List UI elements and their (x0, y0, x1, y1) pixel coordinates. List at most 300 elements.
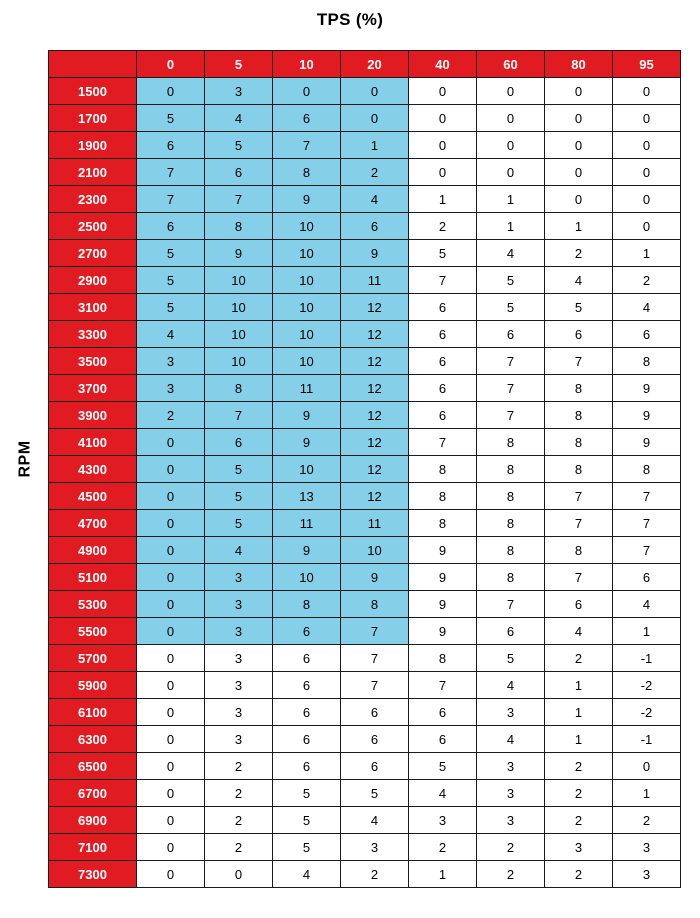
table-cell: 7 (137, 186, 205, 213)
table-cell: 6 (273, 105, 341, 132)
table-row (49, 294, 681, 321)
table-cell: 8 (477, 564, 545, 591)
table-cell: 10 (205, 267, 273, 294)
table-cell: 4 (205, 537, 273, 564)
table-cell: 4 (477, 672, 545, 699)
table-cell: 7 (273, 132, 341, 159)
table-cell: 4 (545, 618, 613, 645)
table-cell: 12 (341, 321, 409, 348)
table-cell: 7 (409, 672, 477, 699)
table-cell: 8 (205, 213, 273, 240)
table-row (49, 591, 681, 618)
table-cell: 11 (341, 510, 409, 537)
table-cell: 10 (341, 537, 409, 564)
table-row (49, 132, 681, 159)
table-cell: 4 (613, 294, 681, 321)
table-cell: 1 (409, 861, 477, 888)
table-cell: 2 (477, 861, 545, 888)
table-cell: 8 (409, 645, 477, 672)
row-header-rpm: 4700 (49, 510, 137, 537)
table-cell: 3 (205, 618, 273, 645)
table-cell: 5 (273, 807, 341, 834)
row-header-rpm: 6300 (49, 726, 137, 753)
table-cell: 12 (341, 402, 409, 429)
table-row (49, 240, 681, 267)
table-cell: 2 (205, 780, 273, 807)
table-cell: 2 (545, 807, 613, 834)
table-cell: 0 (477, 159, 545, 186)
column-header-2: 10 (273, 51, 341, 78)
table-cell: 2 (205, 753, 273, 780)
table-cell: 8 (477, 483, 545, 510)
table-cell: 0 (341, 78, 409, 105)
table-cell: 1 (613, 618, 681, 645)
table-cell: 1 (409, 186, 477, 213)
table-cell: 0 (137, 564, 205, 591)
table-cell: 6 (205, 159, 273, 186)
table-cell: 9 (341, 240, 409, 267)
table-cell: 4 (477, 240, 545, 267)
table-cell: 3 (205, 78, 273, 105)
table-cell: 6 (341, 753, 409, 780)
table-cell: 2 (409, 213, 477, 240)
table-cell: 6 (273, 726, 341, 753)
data-table-container (48, 50, 681, 888)
table-row (49, 672, 681, 699)
table-cell: 10 (273, 564, 341, 591)
page-title: TPS (%) (316, 10, 384, 29)
table-row (49, 267, 681, 294)
table-row (49, 348, 681, 375)
table-cell: 5 (205, 456, 273, 483)
table-cell: 12 (341, 348, 409, 375)
table-cell: 2 (545, 861, 613, 888)
row-header-rpm: 2100 (49, 159, 137, 186)
row-header-rpm: 4500 (49, 483, 137, 510)
table-cell: 10 (273, 456, 341, 483)
column-header-5: 60 (477, 51, 545, 78)
table-cell: 8 (341, 591, 409, 618)
row-header-rpm: 5900 (49, 672, 137, 699)
table-cell: 2 (409, 834, 477, 861)
table-cell: 7 (545, 510, 613, 537)
table-row (49, 618, 681, 645)
table-cell: 0 (613, 753, 681, 780)
table-row (49, 807, 681, 834)
table-cell: 5 (137, 294, 205, 321)
table-cell: 3 (477, 699, 545, 726)
table-cell: 1 (477, 186, 545, 213)
row-header-rpm: 4100 (49, 429, 137, 456)
table-cell: 7 (545, 483, 613, 510)
table-cell: 3 (613, 861, 681, 888)
table-cell: 10 (205, 348, 273, 375)
table-cell: 3 (409, 807, 477, 834)
table-cell: 11 (341, 267, 409, 294)
table-cell: 5 (137, 267, 205, 294)
table-cell: 9 (273, 402, 341, 429)
table-cell: 0 (545, 105, 613, 132)
table-cell: 4 (613, 591, 681, 618)
row-header-rpm: 3100 (49, 294, 137, 321)
table-cell: 9 (613, 402, 681, 429)
table-cell: 6 (477, 618, 545, 645)
table-cell: 3 (205, 591, 273, 618)
table-cell: 8 (409, 456, 477, 483)
table-cell: 6 (409, 726, 477, 753)
table-row (49, 213, 681, 240)
table-row (49, 537, 681, 564)
row-header-rpm: 6500 (49, 753, 137, 780)
table-cell: 7 (545, 348, 613, 375)
column-header-0: 0 (137, 51, 205, 78)
table-cell: 2 (137, 402, 205, 429)
table-cell: 0 (137, 672, 205, 699)
row-header-rpm: 2500 (49, 213, 137, 240)
table-cell: 1 (545, 699, 613, 726)
table-cell: 9 (273, 429, 341, 456)
table-row (49, 645, 681, 672)
table-cell: 2 (613, 267, 681, 294)
table-cell: 0 (273, 78, 341, 105)
table-cell: 10 (273, 321, 341, 348)
table-cell: 0 (137, 726, 205, 753)
table-cell: 8 (477, 429, 545, 456)
table-row (49, 429, 681, 456)
table-row (49, 510, 681, 537)
table-cell: 0 (409, 105, 477, 132)
table-cell: 2 (341, 159, 409, 186)
table-cell: 3 (205, 645, 273, 672)
table-cell: 8 (545, 429, 613, 456)
table-cell: 2 (341, 861, 409, 888)
table-cell: 3 (137, 348, 205, 375)
table-header (49, 51, 681, 78)
table-cell: 12 (341, 375, 409, 402)
row-header-rpm: 2900 (49, 267, 137, 294)
table-cell: 0 (137, 78, 205, 105)
table-row (49, 834, 681, 861)
row-header-rpm: 5300 (49, 591, 137, 618)
table-cell: 0 (137, 591, 205, 618)
table-cell: 5 (273, 834, 341, 861)
table-cell: 0 (613, 105, 681, 132)
table-cell: 7 (613, 537, 681, 564)
table-cell: 4 (137, 321, 205, 348)
table-cell: 8 (613, 456, 681, 483)
table-cell: 2 (205, 807, 273, 834)
row-header-rpm: 6100 (49, 699, 137, 726)
y-axis-label-text: RPM (17, 440, 34, 478)
table-cell: 3 (545, 834, 613, 861)
table-cell: 6 (409, 699, 477, 726)
table-cell: 2 (477, 834, 545, 861)
table-cell: 6 (273, 618, 341, 645)
table-cell: 7 (205, 402, 273, 429)
table-cell: 0 (477, 78, 545, 105)
table-cell: 10 (273, 267, 341, 294)
table-cell: 1 (545, 213, 613, 240)
table-cell: 5 (273, 780, 341, 807)
table-cell: 5 (205, 132, 273, 159)
row-header-rpm: 4900 (49, 537, 137, 564)
table-cell: 1 (341, 132, 409, 159)
table-cell: 10 (273, 240, 341, 267)
table-cell: 9 (409, 537, 477, 564)
table-cell: 0 (137, 861, 205, 888)
table-body (49, 78, 681, 888)
table-cell: 10 (205, 321, 273, 348)
table-cell: 0 (137, 699, 205, 726)
table-cell: 3 (137, 375, 205, 402)
table-cell: 1 (545, 726, 613, 753)
table-cell: 5 (137, 105, 205, 132)
table-cell: 8 (409, 483, 477, 510)
table-cell: 9 (273, 186, 341, 213)
table-cell: 7 (477, 591, 545, 618)
table-cell: 11 (273, 375, 341, 402)
table-cell: 5 (205, 510, 273, 537)
table-cell: 1 (545, 672, 613, 699)
table-cell: 2 (205, 834, 273, 861)
column-header-6: 80 (545, 51, 613, 78)
table-cell: 5 (477, 645, 545, 672)
row-header-rpm: 1700 (49, 105, 137, 132)
table-cell: 0 (545, 78, 613, 105)
table-cell: 0 (137, 780, 205, 807)
table-cell: 2 (545, 753, 613, 780)
table-cell: 3 (477, 780, 545, 807)
table-cell: 10 (273, 348, 341, 375)
table-cell: -2 (613, 672, 681, 699)
table-cell: 8 (273, 591, 341, 618)
row-header-rpm: 7100 (49, 834, 137, 861)
table-cell: 0 (341, 105, 409, 132)
table-cell: 3 (205, 672, 273, 699)
table-cell: 7 (409, 429, 477, 456)
table-cell: 4 (477, 726, 545, 753)
table-cell: 6 (409, 294, 477, 321)
table-cell: 6 (341, 699, 409, 726)
row-header-rpm: 7300 (49, 861, 137, 888)
table-cell: 6 (545, 321, 613, 348)
table-cell: 4 (341, 186, 409, 213)
column-header-4: 40 (409, 51, 477, 78)
y-axis-label (8, 0, 44, 918)
row-header-rpm: 1500 (49, 78, 137, 105)
table-cell: 6 (205, 429, 273, 456)
table-cell: 0 (137, 456, 205, 483)
table-cell: 1 (613, 780, 681, 807)
table-cell: 6 (613, 321, 681, 348)
table-cell: 8 (409, 510, 477, 537)
table-cell: 2 (613, 807, 681, 834)
table-cell: 3 (613, 834, 681, 861)
row-header-rpm: 5500 (49, 618, 137, 645)
table-cell: 3 (477, 807, 545, 834)
table-cell: 8 (477, 510, 545, 537)
table-cell: 0 (409, 78, 477, 105)
table-cell: 3 (341, 834, 409, 861)
table-cell: 0 (137, 645, 205, 672)
table-cell: 2 (545, 240, 613, 267)
table-cell: 8 (613, 348, 681, 375)
table-cell: 8 (477, 537, 545, 564)
table-cell: 9 (613, 375, 681, 402)
table-cell: 8 (477, 456, 545, 483)
table-row (49, 375, 681, 402)
table-cell: 7 (477, 348, 545, 375)
table-cell: 12 (341, 483, 409, 510)
row-header-rpm: 5100 (49, 564, 137, 591)
row-header-rpm: 3300 (49, 321, 137, 348)
table-cell: 0 (613, 186, 681, 213)
table-cell: 5 (545, 294, 613, 321)
table-cell: 1 (477, 213, 545, 240)
table-row (49, 105, 681, 132)
table-cell: 9 (205, 240, 273, 267)
tps-rpm-table (48, 50, 681, 888)
table-cell: 7 (341, 672, 409, 699)
table-cell: 6 (545, 591, 613, 618)
table-cell: 4 (205, 105, 273, 132)
table-cell: 7 (613, 510, 681, 537)
table-cell: 7 (205, 186, 273, 213)
table-row (49, 456, 681, 483)
table-cell: 6 (341, 213, 409, 240)
table-cell: 3 (205, 699, 273, 726)
table-cell: 4 (341, 807, 409, 834)
table-cell: 4 (545, 267, 613, 294)
table-cell: 0 (205, 861, 273, 888)
row-header-rpm: 4300 (49, 456, 137, 483)
table-cell: 10 (273, 213, 341, 240)
table-cell: 0 (137, 429, 205, 456)
table-cell: 12 (341, 456, 409, 483)
table-row (49, 726, 681, 753)
table-row (49, 321, 681, 348)
row-header-rpm: 2300 (49, 186, 137, 213)
table-row (49, 780, 681, 807)
table-cell: 5 (477, 294, 545, 321)
table-cell: 6 (137, 132, 205, 159)
table-cell: 0 (545, 186, 613, 213)
table-cell: 0 (613, 132, 681, 159)
table-cell: 5 (341, 780, 409, 807)
table-cell: 9 (409, 564, 477, 591)
table-cell: 2 (545, 780, 613, 807)
table-cell: 7 (545, 564, 613, 591)
table-cell: 6 (273, 753, 341, 780)
table-row (49, 564, 681, 591)
table-row (49, 186, 681, 213)
table-cell: 0 (137, 483, 205, 510)
table-cell: 6 (477, 321, 545, 348)
row-header-rpm: 3500 (49, 348, 137, 375)
table-cell: 13 (273, 483, 341, 510)
table-row (49, 861, 681, 888)
table-cell: 0 (613, 78, 681, 105)
table-cell: 0 (137, 537, 205, 564)
table-row (49, 483, 681, 510)
table-cell: 5 (409, 753, 477, 780)
table-cell: 7 (341, 645, 409, 672)
table-cell: 7 (137, 159, 205, 186)
row-header-rpm: 6700 (49, 780, 137, 807)
table-row (49, 78, 681, 105)
row-header-rpm: 3700 (49, 375, 137, 402)
table-cell: 12 (341, 429, 409, 456)
table-cell: 12 (341, 294, 409, 321)
table-cell: 10 (273, 294, 341, 321)
table-row (49, 402, 681, 429)
table-cell: 9 (613, 429, 681, 456)
table-cell: 0 (477, 105, 545, 132)
table-cell: 6 (409, 375, 477, 402)
table-row (49, 699, 681, 726)
table-cell: 4 (273, 861, 341, 888)
table-cell: 5 (477, 267, 545, 294)
table-cell: 0 (545, 132, 613, 159)
table-cell: 6 (409, 348, 477, 375)
table-cell: -1 (613, 645, 681, 672)
table-cell: 6 (409, 321, 477, 348)
row-header-rpm: 5700 (49, 645, 137, 672)
table-cell: 7 (341, 618, 409, 645)
table-cell: 3 (205, 564, 273, 591)
table-cell: 3 (477, 753, 545, 780)
column-header-1: 5 (205, 51, 273, 78)
table-cell: 7 (477, 375, 545, 402)
table-cell: 2 (545, 645, 613, 672)
table-row (49, 159, 681, 186)
table-cell: 8 (545, 375, 613, 402)
table-cell: 0 (477, 132, 545, 159)
table-cell: 5 (137, 240, 205, 267)
table-cell: 0 (137, 753, 205, 780)
row-header-rpm: 3900 (49, 402, 137, 429)
table-cell: 9 (409, 591, 477, 618)
table-cell: 10 (205, 294, 273, 321)
table-cell: 1 (613, 240, 681, 267)
column-header-3: 20 (341, 51, 409, 78)
table-cell: 0 (409, 132, 477, 159)
table-cell: 6 (137, 213, 205, 240)
table-cell: 5 (409, 240, 477, 267)
table-cell: 0 (409, 159, 477, 186)
table-cell: 6 (273, 645, 341, 672)
table-cell: 9 (409, 618, 477, 645)
table-cell: 6 (613, 564, 681, 591)
table-cell: 3 (205, 726, 273, 753)
column-header-7: 95 (613, 51, 681, 78)
table-cell: -1 (613, 726, 681, 753)
table-cell: 6 (409, 402, 477, 429)
table-cell: 4 (409, 780, 477, 807)
table-cell: 8 (205, 375, 273, 402)
table-cell: 9 (341, 564, 409, 591)
table-cell: 8 (545, 456, 613, 483)
table-cell: 9 (273, 537, 341, 564)
table-cell: 0 (613, 159, 681, 186)
table-cell: 0 (137, 807, 205, 834)
table-cell: 6 (273, 699, 341, 726)
table-cell: 0 (137, 618, 205, 645)
table-cell: 0 (613, 213, 681, 240)
table-cell: 11 (273, 510, 341, 537)
table-cell: 8 (545, 402, 613, 429)
row-header-rpm: 6900 (49, 807, 137, 834)
